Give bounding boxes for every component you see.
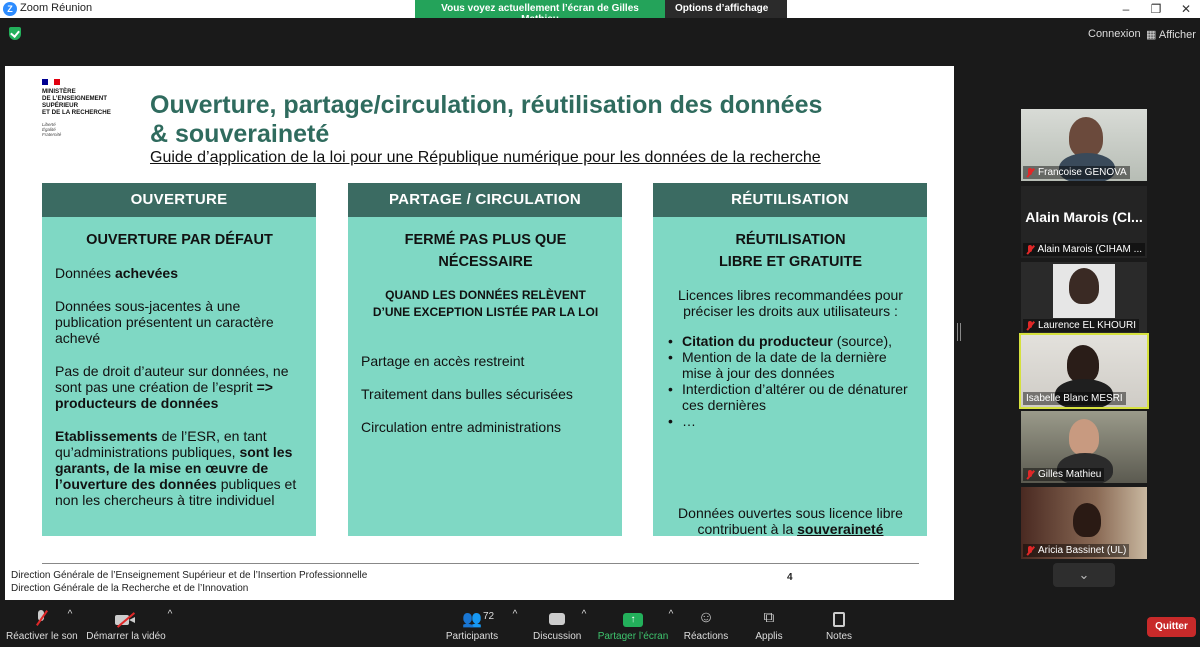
zoom-logo-icon: Z bbox=[3, 2, 17, 16]
column-subheading bbox=[361, 229, 610, 273]
participant-tile[interactable] bbox=[1021, 186, 1147, 258]
discussion-button[interactable] bbox=[533, 609, 581, 642]
share-screen-button[interactable] bbox=[597, 609, 669, 642]
participant-tile[interactable] bbox=[1021, 487, 1147, 559]
column-subheading bbox=[666, 229, 915, 273]
text: (source), bbox=[832, 333, 893, 349]
participants-scroll-down-button[interactable] bbox=[1053, 563, 1115, 587]
share-options-caret[interactable]: ^ bbox=[668, 609, 674, 620]
footer-divider bbox=[42, 563, 919, 564]
title-bar bbox=[0, 0, 1200, 18]
paragraph bbox=[55, 428, 304, 508]
list-item: • Interdiction d’altérer ou de dénaturer ces dernières bbox=[666, 381, 915, 413]
slide-subtitle: Guide d’application de la loi pour une République numérique pour les données de la recherche bbox=[150, 149, 821, 166]
participant-tile[interactable] bbox=[1021, 109, 1147, 181]
video-options-caret[interactable]: ^ bbox=[167, 609, 173, 620]
quit-meeting-button[interactable]: Quitter bbox=[1147, 617, 1196, 637]
participant-name bbox=[1023, 544, 1129, 557]
bold-text: Citation du producteur bbox=[682, 333, 833, 349]
mic-muted-icon bbox=[1026, 168, 1034, 178]
logo-line: ET DE LA RECHERCHE bbox=[42, 109, 111, 116]
apps-button[interactable] bbox=[752, 609, 786, 642]
list-item: Traitement dans bulles sécurisées bbox=[361, 386, 573, 402]
bold-text: achevées bbox=[114, 265, 178, 281]
footer-line: Direction Générale de la Recherche et de l’Innovation bbox=[11, 583, 249, 594]
subheading-line: LIBRE ET GRATUITE bbox=[718, 254, 863, 270]
mic-muted-icon bbox=[1026, 546, 1034, 556]
start-video-label: Démarrer la vidéo bbox=[86, 631, 166, 642]
close-button[interactable]: ✕ bbox=[1180, 2, 1192, 16]
start-video-button[interactable] bbox=[86, 609, 166, 642]
discussion-options-caret[interactable]: ^ bbox=[581, 609, 587, 620]
logo-line: MINISTÈRE bbox=[42, 88, 76, 95]
participant-avatar bbox=[1069, 419, 1099, 455]
bold-text: souveraineté bbox=[797, 521, 884, 537]
list-item: Circulation entre administrations bbox=[361, 419, 561, 435]
bold-text: => producteurs de données bbox=[55, 379, 273, 411]
paragraph bbox=[55, 363, 304, 411]
participant-avatar bbox=[1069, 268, 1099, 304]
column-note bbox=[361, 287, 610, 321]
share-banner-text: Vous voyez actuellement l’écran de Gilles bbox=[415, 0, 665, 18]
mic-muted-icon bbox=[1026, 245, 1034, 255]
participant-name bbox=[1023, 392, 1126, 405]
panel-resize-handle[interactable] bbox=[957, 323, 961, 341]
note-line: D’UNE EXCEPTION LISTÉE PAR LA LOI bbox=[372, 305, 599, 319]
participant-name bbox=[1023, 243, 1145, 256]
connexion-button[interactable]: Connexion bbox=[1088, 28, 1141, 40]
participant-avatar bbox=[1073, 503, 1101, 537]
notes-button[interactable] bbox=[822, 609, 856, 642]
column-body bbox=[348, 217, 622, 536]
participant-name-text: Alain Marois (CIHAM ... bbox=[1037, 244, 1142, 255]
chevron-down-icon: ⌄ bbox=[1078, 567, 1090, 582]
column-header: RÉUTILISATION bbox=[653, 183, 927, 217]
apps-icon: ⧉ bbox=[763, 609, 775, 626]
participant-name bbox=[1023, 166, 1130, 179]
motto-line: Égalité bbox=[42, 127, 56, 132]
unmute-label: Réactiver le son bbox=[6, 631, 78, 642]
participant-name-text: Aricia Bassinet (UL) bbox=[1038, 545, 1127, 556]
discussion-label: Discussion bbox=[533, 631, 582, 642]
share-banner bbox=[415, 0, 787, 18]
participants-label: Participants bbox=[445, 631, 499, 642]
text: Données ouvertes sous licence libre contribuent à la bbox=[678, 505, 903, 537]
participant-tile-active-speaker[interactable] bbox=[1021, 335, 1147, 407]
paragraph: Données sous-jacentes à une publication présentent un caractère achevé bbox=[55, 298, 274, 346]
notes-icon bbox=[822, 609, 856, 631]
list-item: Partage en accès restreint bbox=[361, 353, 525, 369]
ministry-name bbox=[42, 88, 132, 116]
participants-icon: 👥 bbox=[462, 611, 482, 628]
list-item: • … bbox=[666, 413, 915, 429]
slide-title-line: & souveraineté bbox=[150, 120, 330, 148]
subheading-line: NÉCESSAIRE bbox=[438, 254, 533, 270]
column-reutilisation bbox=[653, 183, 927, 536]
view-label: Afficher bbox=[1158, 29, 1196, 41]
shared-screen-slide bbox=[5, 66, 954, 600]
shield-icon[interactable] bbox=[9, 27, 21, 40]
subheading-line: FERMÉ PAS PLUS QUE bbox=[404, 232, 567, 248]
share-screen-icon: ↑ bbox=[623, 613, 643, 627]
view-options-button[interactable] bbox=[665, 0, 787, 18]
motto-line: Fraternité bbox=[42, 132, 62, 137]
logo-line: DE L’ENSEIGNEMENT bbox=[42, 95, 107, 102]
column-ouverture bbox=[42, 183, 316, 536]
column-body bbox=[42, 217, 316, 536]
paragraph bbox=[55, 265, 304, 281]
meeting-top-strip bbox=[0, 18, 1200, 48]
footer-line: Direction Générale de l’Enseignement Supérieur et de l’Insertion Professionnelle bbox=[11, 570, 368, 581]
participant-avatar bbox=[1069, 117, 1103, 157]
column-subheading: OUVERTURE PAR DÉFAUT bbox=[86, 232, 273, 248]
note-line: QUAND LES DONNÉES RELÈVENT bbox=[385, 288, 586, 302]
reactions-button[interactable] bbox=[683, 609, 729, 642]
ministry-logo bbox=[42, 79, 132, 139]
smiley-icon: ☺ bbox=[697, 609, 715, 626]
paragraph: Licences libres recommandées pour préciser les droits aux utilisateurs : bbox=[678, 287, 903, 319]
list-item bbox=[666, 333, 915, 349]
slide-title-line: Ouverture, partage/circulation, réutilisation des données bbox=[150, 91, 823, 119]
participant-name-text: Laurence EL KHOURI bbox=[1038, 320, 1137, 331]
view-options-label: Options d’affichage bbox=[675, 3, 769, 14]
page-number: 4 bbox=[787, 572, 793, 583]
view-button[interactable] bbox=[1146, 28, 1196, 41]
bold-text: Etablissements bbox=[55, 428, 158, 444]
participant-avatar bbox=[1067, 345, 1099, 383]
list-item: • Mention de la date de la dernière mise à jour des données bbox=[666, 349, 915, 381]
participants-count: 72 bbox=[483, 611, 495, 622]
text: Pas de droit d’auteur sur données, ne sont pas une création de l’esprit bbox=[55, 363, 289, 395]
reactions-label: Réactions bbox=[683, 631, 729, 642]
column-partage-circulation bbox=[348, 183, 622, 536]
participant-name-text: Gilles Mathieu bbox=[1038, 469, 1102, 480]
bullet-list bbox=[666, 333, 915, 429]
republic-motto bbox=[42, 122, 61, 137]
minimize-button[interactable]: – bbox=[1122, 2, 1130, 16]
text: Données bbox=[55, 265, 115, 281]
share-screen-label: Partager l’écran bbox=[597, 631, 669, 642]
participant-display-name: Alain Marois (CI... bbox=[1025, 209, 1143, 225]
subheading-line: RÉUTILISATION bbox=[735, 232, 846, 248]
slide-title bbox=[150, 91, 930, 149]
chat-icon bbox=[533, 609, 581, 631]
window-title: Zoom Réunion bbox=[20, 2, 93, 14]
closing-paragraph bbox=[666, 505, 915, 537]
participant-tile[interactable] bbox=[1021, 262, 1147, 334]
mic-muted-icon bbox=[1026, 470, 1034, 480]
meeting-toolbar bbox=[0, 605, 1200, 647]
icon-wrap bbox=[86, 609, 166, 631]
grid-icon: ▦ bbox=[1146, 29, 1157, 41]
motto-line: Liberté bbox=[42, 122, 56, 127]
participant-name bbox=[1023, 319, 1139, 332]
participant-name-text: Isabelle Blanc MESRI bbox=[1026, 393, 1123, 404]
text: de l’ESR, en tant qu’administrations publiques, bbox=[55, 428, 267, 460]
column-body bbox=[653, 217, 927, 536]
column-header: OUVERTURE bbox=[42, 183, 316, 217]
mic-muted-icon bbox=[35, 609, 47, 627]
logo-line: SUPÉRIEUR bbox=[42, 102, 79, 109]
mic-muted-icon bbox=[1026, 321, 1034, 331]
participants-options-caret[interactable]: ^ bbox=[512, 609, 518, 620]
participant-name bbox=[1023, 468, 1104, 481]
column-header: PARTAGE / CIRCULATION bbox=[348, 183, 622, 217]
audio-options-caret[interactable]: ^ bbox=[67, 609, 73, 620]
bold-text: sont les garants, de la mise en œuvre de l’ouverture des données bbox=[55, 444, 293, 492]
participant-tile[interactable] bbox=[1021, 411, 1147, 483]
participant-name-text: Francoise GENOVA bbox=[1038, 167, 1127, 178]
french-flag-icon bbox=[42, 79, 60, 85]
icon-wrap bbox=[597, 609, 669, 631]
text: publiques et non les chercheurs à titre individuel bbox=[55, 476, 297, 508]
apps-label: Applis bbox=[755, 631, 783, 642]
video-off-icon bbox=[115, 612, 137, 628]
notes-label: Notes bbox=[825, 631, 853, 642]
restore-button[interactable]: ❐ bbox=[1150, 2, 1162, 16]
